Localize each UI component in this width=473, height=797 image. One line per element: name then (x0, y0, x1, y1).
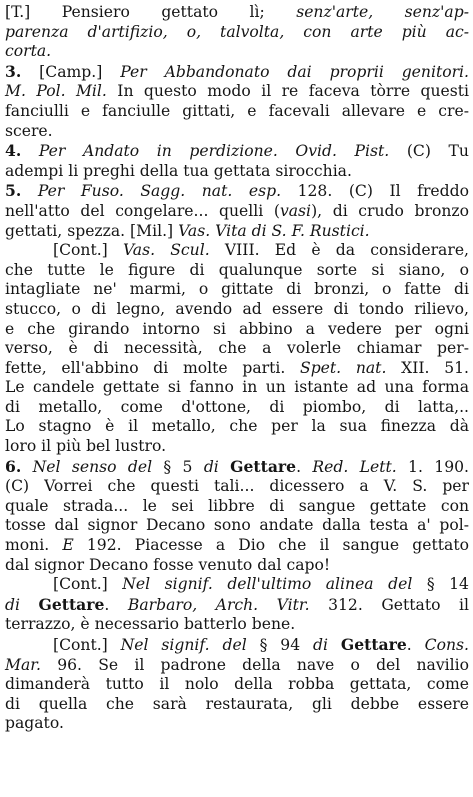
text-run: che tutte le figure di qualunque sorte si siano, o (5, 260, 469, 279)
text-run: fanciulli e fanciulle gittati, e facevali allevare e cre- (5, 101, 469, 120)
text-run: (C) Vorrei che questi tali... dicessero a V. S. per (5, 477, 469, 496)
entry-paragraph (5, 241, 469, 457)
text-line (5, 359, 469, 379)
text-line (5, 516, 469, 536)
text-line (5, 82, 469, 102)
text-line (5, 695, 469, 715)
text-run (21, 458, 32, 476)
text-line (5, 437, 469, 457)
entry-paragraph (5, 62, 469, 141)
text-run: E (62, 536, 74, 555)
text-run: pagato. (5, 714, 64, 733)
text-line (5, 714, 469, 734)
entry-paragraph (5, 181, 469, 241)
text-line (5, 62, 469, 83)
text-run (21, 142, 39, 160)
text-run (21, 182, 38, 200)
text-run: [T.] (5, 3, 62, 21)
text-line (5, 457, 469, 478)
text-line (5, 202, 469, 222)
text-line (5, 42, 469, 62)
text-run: Nel signif. dell'ultimo alinea del (122, 575, 413, 594)
text-line (5, 556, 469, 576)
text-run: loro il più bel lustro. (5, 437, 167, 456)
text-run: Le candele gettate si fanno in un istante ad una forma (5, 378, 469, 397)
text-run: fette, ell'abbino di molte parti. (5, 358, 301, 377)
text-line (5, 635, 469, 656)
text-run (219, 458, 230, 476)
text-run: 128. (C) Il freddo (281, 182, 469, 201)
text-line (5, 222, 469, 242)
text-line (5, 536, 469, 556)
sense-number: 4. (5, 141, 22, 161)
text-run: senz'arte, senz'ap- (296, 3, 469, 21)
text-run: Spet. nat. (300, 358, 387, 377)
text-line (5, 162, 469, 182)
text-run: 1. 190. (396, 457, 469, 476)
text-line (5, 477, 469, 497)
text-run (328, 636, 341, 654)
text-line (5, 339, 469, 359)
text-run: ), di crudo bronzo (311, 201, 470, 220)
text-line (5, 23, 469, 43)
headword-reference: Gettare (230, 456, 297, 476)
text-run: Per Fuso. Sagg. nat. esp. (37, 182, 282, 201)
text-run: . (104, 595, 128, 614)
text-run: M. Pol. Mil. (5, 82, 107, 101)
text-run: di (203, 457, 219, 476)
sense-number: 3. (5, 61, 22, 81)
text-run: [Cont.] (53, 636, 121, 654)
text-run: 96. Se il padrone della nave o del navilio (40, 655, 469, 674)
text-line (5, 575, 469, 595)
text-run: intagliate ne' marmi, o gittate di bronzi, o fatte di (5, 280, 469, 299)
entry-paragraph (5, 3, 469, 62)
text-run: parenza d'artifizio, o, talvolta, con arte più ac- (5, 22, 469, 41)
text-line (5, 497, 469, 517)
text-run: stucco, o di legno, avendo ad essere di tondo rilievo, (5, 299, 469, 318)
text-line (5, 656, 469, 676)
text-run: terrazzo, è necessario batterlo bene. (5, 615, 296, 634)
text-run: § 5 (152, 457, 204, 476)
text-run: § 94 (246, 636, 314, 654)
text-run: tosse dal signor Decano sono andate dalla testa a' pol- (5, 516, 469, 535)
text-line (5, 241, 469, 261)
text-run: [Cont.] (53, 575, 123, 594)
text-run (20, 596, 39, 614)
text-run: Cons. (424, 636, 469, 654)
text-line (5, 181, 469, 202)
text-run: Nel signif. del (120, 636, 247, 654)
text-run: Vas. Scul. (122, 241, 210, 260)
text-run: verso, è di necessità, che a volerle chiamar per- (5, 339, 469, 358)
text-line (5, 3, 469, 23)
text-run: dimanderà tutto il nolo della robba gettata, come (5, 675, 469, 694)
text-run: scere. (5, 121, 53, 140)
text-run: Red. Lett. (312, 457, 397, 476)
text-run: dal signor Decano fosse venuto dal capo! (5, 555, 331, 574)
text-line (5, 417, 469, 437)
text-run: quale strada... le sei libbre di sangue gettate con (5, 496, 469, 515)
entry-paragraph (5, 457, 469, 576)
text-run: 312. Gettato il (309, 595, 469, 614)
text-run: Lo stagno è il metallo, che per la sua finezza dà (5, 417, 469, 436)
text-line (5, 675, 469, 695)
text-run: XII. 51. (386, 358, 470, 377)
text-run: [Camp.] (21, 62, 121, 81)
text-run: gettati, spezza. [Mil.] (5, 221, 179, 240)
entry-paragraph (5, 141, 469, 181)
sense-number: 5. (5, 181, 22, 201)
text-run: Per Andato in perdizione. Ovid. Pist. (38, 142, 390, 161)
text-line (5, 320, 469, 340)
text-run: VIII. Ed è da considerare, (209, 241, 469, 260)
dictionary-page (5, 3, 469, 734)
text-line (5, 615, 469, 635)
text-line (5, 300, 469, 320)
text-line (5, 378, 469, 398)
text-run: . (406, 636, 425, 654)
text-line (5, 595, 469, 616)
text-run: . (296, 457, 313, 476)
text-run: adempi li preghi della tua gettata sirocchia. (5, 161, 352, 180)
text-run: Mar. (5, 655, 41, 674)
text-run: Pensiero gettato lì; (61, 3, 297, 21)
text-run: di metallo, come d'ottone, di piombo, di latta,.. (5, 397, 469, 416)
text-run: § 14 (412, 575, 469, 594)
text-run: moni. (5, 536, 63, 555)
text-run: di (5, 595, 20, 614)
text-line (5, 141, 469, 162)
text-line (5, 398, 469, 418)
text-run: Barbaro, Arch. Vitr. (127, 595, 310, 614)
text-run: [Cont.] (53, 241, 123, 260)
entry-paragraph (5, 575, 469, 635)
text-run: vasi (279, 201, 312, 220)
text-run: (C) Tu (389, 142, 469, 161)
text-line (5, 280, 469, 300)
text-run: e che girando intorno si abbino a vedere per ogni (5, 319, 469, 338)
text-run: di quella che sarà restaurata, gli debbe essere (5, 694, 469, 713)
text-line (5, 102, 469, 122)
text-run: di (313, 636, 328, 654)
text-run: nell'atto del congelare... quelli ( (5, 201, 280, 220)
sense-number: 6. (5, 456, 22, 476)
text-run: corta. (5, 42, 52, 61)
text-run: 192. Piacesse a Dio che il sangue gettato (73, 536, 469, 555)
text-line (5, 122, 469, 142)
text-run: Nel senso del (32, 457, 153, 476)
entry-paragraph (5, 635, 469, 734)
text-run: In questo modo il re faceva tòrre questi (106, 82, 469, 101)
headword-reference: Gettare (340, 635, 407, 654)
text-run: Vas. Vita di S. F. Rustici. (178, 221, 370, 240)
text-run: Per Abbandonato dai proprii genitori. (120, 62, 469, 81)
headword-reference: Gettare (38, 594, 105, 614)
text-line (5, 261, 469, 281)
